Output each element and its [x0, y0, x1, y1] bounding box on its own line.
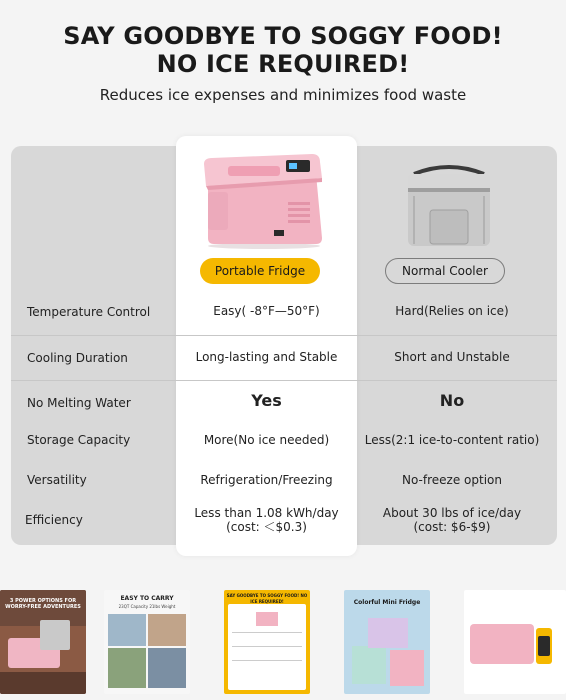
fridge-efficiency: [176, 505, 357, 535]
row-divider: [11, 380, 557, 381]
row-label-storage-capacity: Storage Capacity: [27, 433, 131, 447]
row-label-efficiency: Efficiency: [25, 513, 83, 527]
fridge-efficiency-line-2: (cost: ＜$0.3): [226, 520, 307, 534]
thumbnail-5[interactable]: [464, 590, 566, 694]
thumbnail-4[interactable]: [344, 590, 430, 694]
thumbnail-2-caption: 23QT Capacity 21lbs Weight: [118, 604, 176, 609]
cooler-versatility: No-freeze option: [402, 473, 502, 487]
row-label-versatility: Versatility: [27, 473, 87, 487]
fridge-versatility: Refrigeration/Freezing: [200, 473, 333, 487]
thumbnail-2[interactable]: [104, 590, 190, 694]
headline: [0, 22, 566, 78]
thumbnail-3[interactable]: [224, 590, 310, 694]
thumbnail-3-title: SAY GOODBYE TO SOGGY FOOD! NO ICE REQUIRED!: [226, 593, 308, 604]
thumbnail-4-title: Colorful Mini Fridge: [353, 599, 421, 606]
thumbnail-1[interactable]: [0, 590, 86, 694]
row-label-no-melting-water: No Melting Water: [27, 396, 131, 410]
row-divider: [11, 335, 557, 336]
thumbnail-1-title: 3 POWER OPTIONS FOR WORRY-FREE ADVENTURES: [5, 598, 81, 610]
thumbnail-2-title: EASY TO CARRY: [120, 595, 174, 602]
fridge-temperature-control: Easy( -8°F—50°F): [213, 304, 320, 318]
cooler-efficiency-line-2: (cost: $6-$9): [413, 520, 491, 534]
portable-fridge-image: [198, 152, 328, 250]
cooler-efficiency-line-1: About 30 lbs of ice/day: [382, 506, 522, 520]
normal-cooler-image: [400, 160, 498, 250]
row-label-cooling-duration: Cooling Duration: [27, 351, 128, 365]
headline-line-1: SAY GOODBYE TO SOGGY FOOD!: [63, 22, 503, 50]
cooler-cooling-duration: Short and Unstable: [394, 350, 510, 364]
cooler-storage-capacity: Less(2:1 ice-to-content ratio): [364, 433, 540, 447]
row-label-temperature-control: Temperature Control: [27, 305, 151, 319]
portable-fridge-badge: Portable Fridge: [200, 258, 320, 284]
thumbnail-strip: [0, 590, 566, 700]
normal-cooler-badge: Normal Cooler: [385, 258, 505, 284]
cooler-no-melting-water: No: [439, 391, 465, 410]
subtitle: Reduces ice expenses and minimizes food waste: [99, 86, 467, 104]
cooler-efficiency: [357, 505, 547, 535]
fridge-efficiency-line-1: Less than 1.08 kWh/day: [194, 506, 339, 520]
headline-line-2: NO ICE REQUIRED!: [156, 50, 410, 78]
cooler-temperature-control: Hard(Relies on ice): [395, 304, 509, 318]
fridge-storage-capacity: More(No ice needed): [203, 433, 330, 447]
fridge-no-melting-water: Yes: [251, 391, 282, 410]
fridge-cooling-duration: Long-lasting and Stable: [195, 350, 338, 364]
